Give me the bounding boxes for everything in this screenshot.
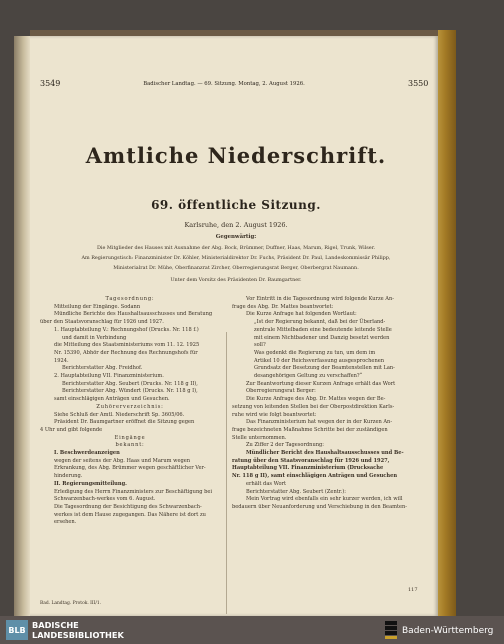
column-divider <box>226 332 227 614</box>
left-column-line: ersehen. <box>54 519 77 526</box>
left-column-line: 1. Hauptabteilung V.: Rechnungshof (Drucks. Nr. 118 f.) <box>54 326 199 333</box>
right-column-line: frage des Abg. Dr. Mattes beantwortet: <box>232 303 334 310</box>
right-column-line: Mein Vortrag wird ebenfalls ein sehr kurzer werden, ich will <box>246 496 403 503</box>
left-column-line: Präsident Dr. Baumgartner eröffnet die Sitzung gegen <box>54 419 195 426</box>
right-column-line: Stelle unternommen. <box>232 434 287 441</box>
left-column-line: samt einschlägigen Anträgen und Gesuchen. <box>54 396 170 403</box>
left-column-line: Schwarzenbach-werkes vom 6. August. <box>54 496 156 503</box>
present-line-2: Am Regierungstisch: Finanzminister Dr. Köhler, Ministerialdirektor Dr. Fuchs, Präsident Dr. Paul, Landeskommissär Philipp, <box>81 255 391 261</box>
left-column-line: und damit in Verbindung <box>62 334 127 341</box>
right-column-line: Berichterstatter Abg. Seubert (Zentr.): <box>246 488 346 495</box>
right-column-line: Oberregierungsrat Berger: <box>246 388 316 395</box>
left-column <box>40 296 220 527</box>
baden-wuerttemberg-label: Baden-Württemberg <box>402 626 494 636</box>
blb-name-line-2: LANDESBIBLIOTHEK <box>32 630 124 640</box>
left-column-line: Erkrankung, des Abg. Brümmer wegen geschäftlicher Ver- <box>54 465 206 472</box>
left-column-line: Mitteilung der Eingänge. Sodann <box>54 303 141 310</box>
right-column-line: ruhe wird wie folgt beantwortet: <box>232 411 317 418</box>
right-column-line: Was gedenkt die Regierung zu tun, um dem im <box>254 349 376 356</box>
left-column-line: die Mitteilung des Staatsministeriums vom 11. 12. 1925 <box>54 342 200 349</box>
document-title: Amtliche Niederschrift. <box>85 143 387 168</box>
session-subtitle: 69. öffentliche Sitzung. <box>151 198 321 212</box>
left-column-line: wegen der seitens der Abg. Haas und Marum wegen <box>54 457 191 464</box>
right-column-line: Zu Ziffer 2 der Tagesordnung: <box>246 442 324 449</box>
right-column-line: Die Kurze Anfrage hat folgenden Wortlaut: <box>246 311 357 318</box>
footer-note: Bad. Landtag. Protok. III/1. <box>40 601 102 606</box>
right-column-line: Zur Beantwortung dieser Kurzen Anfrage erhält das Wort <box>246 380 396 387</box>
place-date: Karlsruhe, den 2. August 1926. <box>184 221 288 229</box>
left-column-line: werkes ist dem Hause zugegangen. Das Nähere ist dort zu <box>54 511 206 518</box>
left-column-line: Erledigung des Herrn Finanzministers zur Beschäftigung bei <box>54 488 213 495</box>
left-column-line: Die Tagesordnung der Besichtigung des Schwarzenbach- <box>54 503 202 510</box>
left-column-line: Eingänge <box>114 434 146 441</box>
left-column-line: Berichterstatter Abg. Freidhof. <box>62 365 143 372</box>
left-column-line: Nr. 15390, Abhör der Rechnung des Rechnungshofs für <box>54 349 198 356</box>
right-column <box>232 296 432 512</box>
right-column-line: bedauern über Neuanforderung und Verschiebung in den Beamten- <box>232 503 408 510</box>
left-column-line: Berichterstatter Abg. Seubert (Drucks. Nr. 118 g II), <box>62 380 198 387</box>
right-column-line: Artikel 10 der Reichsverfassung ausgesprochenen <box>254 357 385 364</box>
right-column-line: Mündlicher Bericht des Haushaltsausschusses und Be- <box>246 450 404 457</box>
right-column-line: Nr. 118 g II), samt einschlägigen Anträgen und Gesuchen <box>232 473 398 480</box>
right-column-line: erhält das Wort <box>246 480 287 487</box>
right-column-line: Das Finanzministerium hat wegen der in der Kurzen An- <box>246 419 393 426</box>
running-head: Badischer Landtag. — 69. Sitzung. Montag, 2. August 1926. <box>143 81 305 87</box>
document-page <box>14 36 438 616</box>
left-column-line: 1924. <box>54 357 69 364</box>
left-column-line: Berichterstatter Abg. Wündert (Drucks. Nr. 118 g I), <box>62 388 198 395</box>
right-column-line: mit einem Nichtbadener und Danzig besetzt werden <box>254 334 390 341</box>
left-column-line: bekannt: <box>115 442 145 449</box>
left-column-line: 4 Uhr und gibt folgende <box>40 426 103 433</box>
right-column-line: setzung von leitenden Stellen bei der Oberpostdirektion Karls- <box>232 403 395 410</box>
left-column-line: über den Staatsvoranschlag für 1926 und 1927. <box>40 319 164 326</box>
left-column-line: Zuhörerverzeichnis: <box>96 403 164 410</box>
left-column-line: Mündliche Berichte des Haushaltsausschusses und Beratung <box>54 311 213 318</box>
blb-logo: BLB <box>6 620 28 640</box>
right-column-line: Grundsatz der Besetzung der Beamtenstellen mit Lan- <box>254 365 395 372</box>
right-column-line: desangehörigen Geltung zu verschaffen?“ <box>254 373 363 380</box>
right-column-line: frage bezeichneten Maßnahme Schritte bei der zuständigen <box>232 426 388 433</box>
chair-line: Unter dem Vorsitz des Präsidenten Dr. Baumgartner. <box>170 277 302 283</box>
book-page-edges <box>438 30 456 616</box>
left-page-number: 3549 <box>40 79 61 88</box>
present-line-1: Die Mitglieder des Hauses mit Ausnahme der Abg. Bock, Brümmer, Duffner, Haas, Marum, Rigel, Trunk, Wilser. <box>96 245 376 251</box>
left-column-line: hinderung. <box>54 473 83 480</box>
right-column-line: soll? <box>254 342 266 349</box>
page-mark: 117 <box>408 587 418 593</box>
right-column-line: „Ist der Regierung bekannt, daß bei der Überland- <box>254 319 386 326</box>
right-column-line: Vor Eintritt in die Tagesordnung wird folgende Kurze An- <box>246 296 394 302</box>
left-column-line: 2. Hauptabteilung VII. Finanzministerium. <box>54 373 164 380</box>
present-line-3: Ministerialrat Dr. Mühe, Oberfinanzrat Zircher, Oberregierungsrat Berger, Oberbergrat Naumann. <box>113 265 359 271</box>
right-column-line: ratung über den Staatsvoranschlag für 1926 und 1927, <box>232 457 390 464</box>
state-coat-of-arms-icon <box>384 620 398 640</box>
blb-name-line-1: BADISCHE <box>32 620 79 630</box>
blb-name <box>32 620 124 640</box>
left-column-line: Tagesordnung: <box>105 296 155 302</box>
right-column-line: zentrale Mittelbaden eine bedeutende leitende Stelle <box>254 326 392 333</box>
right-column-line: Die Kurze Anfrage des Abg. Dr. Mattes wegen der Be- <box>246 396 386 403</box>
right-page-number: 3550 <box>408 79 429 88</box>
left-column-line: II. Regierungsmitteilung. <box>54 480 127 487</box>
left-column-line: I. Beschwerdeanzeigen <box>54 450 120 457</box>
left-column-line: Siehe Schluß der Amtl. Niederschrift Sp. 3605/06. <box>54 411 185 418</box>
present-label: Gegenwärtig: <box>215 234 257 240</box>
right-column-line: Hauptabteilung VII. Finanzministerium (Drucksache <box>232 465 384 472</box>
page-gutter <box>14 36 30 616</box>
